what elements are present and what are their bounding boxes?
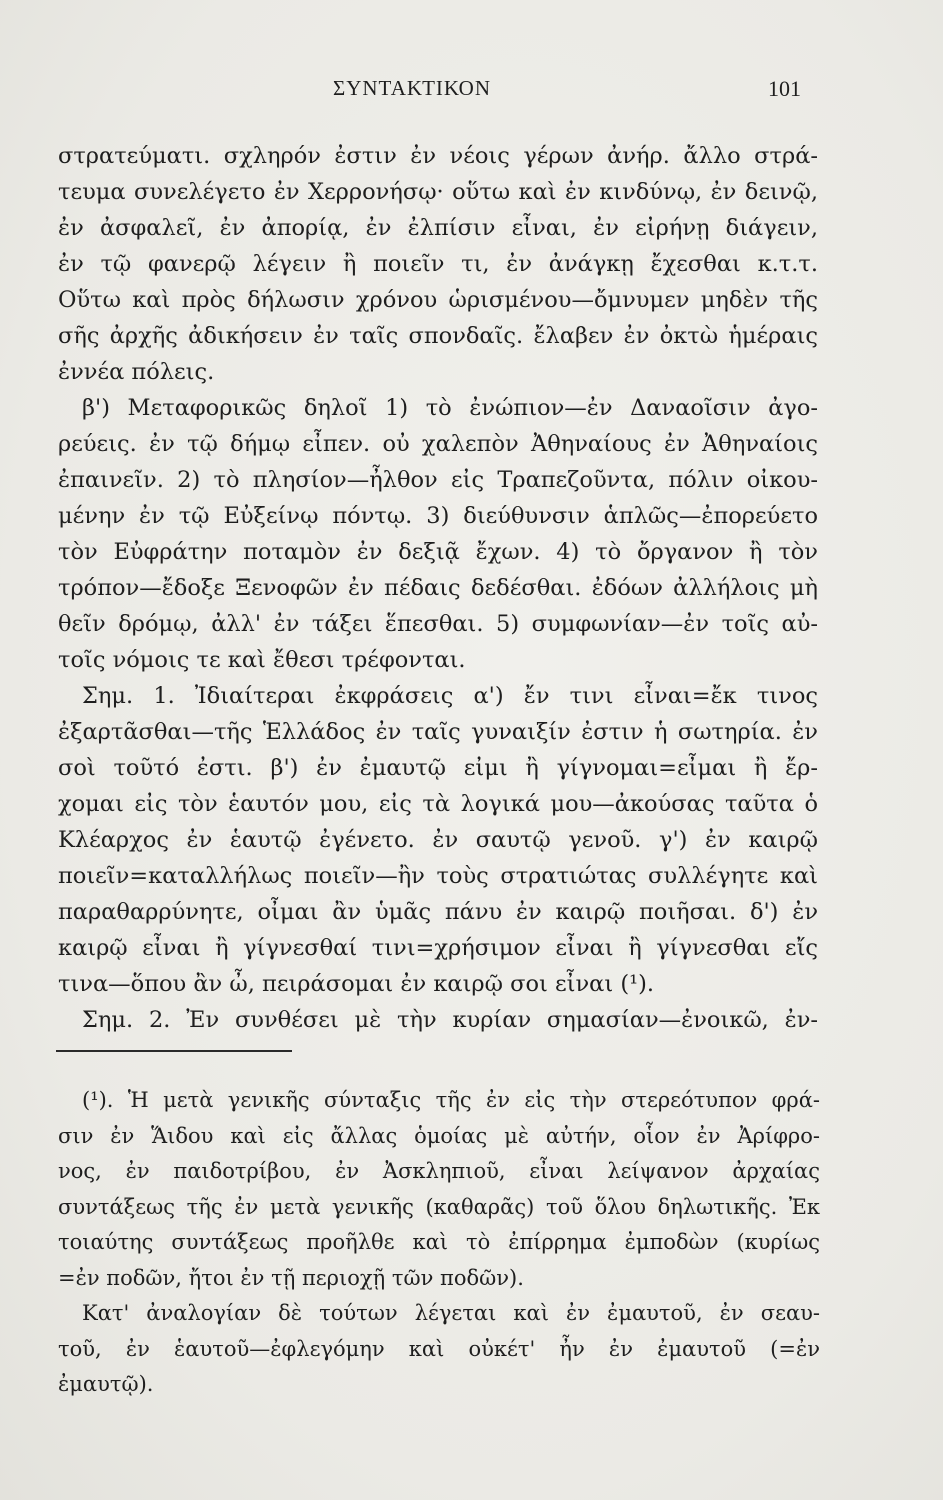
text-line: ἐννέα πόλεις.	[58, 359, 215, 385]
text-line: ἐν ἀσφαλεῖ, ἐν ἀπορίᾳ, ἐν ἐλπίσιν εἶναι, ἐν εἰρήνῃ διάγειν,	[58, 215, 818, 241]
text-line: καιρῷ εἶναι ἢ γίγνεσθαί τινι=χρήσιμον εἶναι ἢ γίγνεσθαι εἴς	[58, 935, 818, 961]
text-line: τινα—ὅπου ἂν ὦ, πειράσομαι ἐν καιρῷ σοι εἶναι (¹).	[58, 971, 655, 997]
text-line: ἐξαρτᾶσθαι—τῆς Ἑλλάδος ἐν ταῖς γυναιξίν ἐστιν ἡ σωτηρία. ἐν	[58, 719, 818, 745]
text-line: Σημ. 2. Ἐν συνθέσει μὲ τὴν κυρίαν σημασίαν—ἐνοικῶ, ἐν-	[82, 1007, 818, 1033]
text-line: παραθαρρύνητε, οἶμαι ἂν ὑμᾶς πάνυ ἐν καιρῷ ποιῆσαι. δ') ἐν	[58, 899, 818, 925]
text-line: ποιεῖν=καταλλήλως ποιεῖν—ἢν τοὺς στρατιώτας συλλέγητε καὶ	[58, 863, 818, 889]
footnote-line: ἐμαυτῷ).	[58, 1372, 154, 1396]
text-line: ρεύεις. ἐν τῷ δήμῳ εἶπεν. οὐ χαλεπὸν Ἀθηναίους ἐν Ἀθηναίοις	[58, 431, 818, 457]
text-line: θεῖν δρόμῳ, ἀλλ' ἐν τάξει ἕπεσθαι. 5) συμφωνίαν—ἐν τοῖς αὐ-	[58, 611, 818, 637]
text-line: τοῖς νόμοις τε καὶ ἔθεσι τρέφονται.	[58, 647, 466, 673]
text-line: ἐν τῷ φανερῷ λέγειν ἢ ποιεῖν τι, ἐν ἀνάγκῃ ἔχεσθαι κ.τ.τ.	[58, 251, 818, 277]
text-line: μένην ἐν τῷ Εὐξείνῳ πόντῳ. 3) διεύθυνσιν ἁπλῶς—ἐπορεύετο	[58, 503, 818, 529]
footnote-line: νος, ἐν παιδοτρίβου, ἐν Ἀσκληπιοῦ, εἶναι λείψανον ἀρχαίας	[58, 1159, 820, 1183]
footnote-line: σιν ἐν Ἅιδου καὶ εἰς ἄλλας ὁμοίας μὲ αὐτήν, οἷον ἐν Ἀρίφρο-	[58, 1123, 820, 1148]
footnote-line: =ἐν ποδῶν, ἤτοι ἐν τῇ περιοχῇ τῶν ποδῶν).	[58, 1265, 524, 1290]
text-line: σοὶ τοῦτό ἐστι. β') ἐν ἐμαυτῷ εἰμι ἢ γίγνομαι=εἶμαι ἢ ἔρ-	[58, 755, 818, 781]
running-title: ΣΥΝΤΑΚΤΙΚΟΝ	[333, 76, 491, 100]
text-line: Οὕτω καὶ πρὸς δήλωσιν χρόνου ὡρισμένου—ὄμνυμεν μηδὲν τῆς	[58, 287, 818, 313]
footnote-divider	[56, 1050, 292, 1052]
text-line: Κλέαρχος ἐν ἑαυτῷ ἐγένετο. ἐν σαυτῷ γενοῦ. γ') ἐν καιρῷ	[58, 827, 818, 853]
footnote-line: (¹). Ἡ μετὰ γενικῆς σύνταξις τῆς ἐν εἰς τὴν στερεότυπον φρά-	[82, 1088, 820, 1112]
text-line: τρόπον—ἔδοξε Ξενοφῶν ἐν πέδαις δεδέσθαι. ἐδόων ἀλλήλοις μὴ	[58, 575, 818, 601]
page-number: 101	[768, 76, 801, 101]
footnote-line: συντάξεως τῆς ἐν μετὰ γενικῆς (καθαρᾶς) τοῦ ὅλου δηλωτικῆς. Ἐκ	[58, 1194, 820, 1219]
text-line: στρατεύματι. σχληρόν ἐστιν ἐν νέοις γέρων ἀνήρ. ἄλλο στρά-	[58, 143, 818, 169]
text-line: β') Μεταφορικῶς δηλοῖ 1) τὸ ἐνώπιον—ἐν Δαναοῖσιν ἀγο-	[82, 395, 818, 421]
text-line: τὸν Εὐφράτην ποταμὸν ἐν δεξιᾷ ἔχων. 4) τὸ ὄργανον ἢ τὸν	[58, 539, 818, 565]
text-line: τευμα συνελέγετο ἐν Χερρονήσῳ· οὕτω καὶ ἐν κινδύνῳ, ἐν δεινῷ,	[58, 179, 818, 205]
text-line: Σημ. 1. Ἰδιαίτεραι ἐκφράσεις α') ἔν τινι εἶναι=ἔκ τινος	[82, 683, 818, 709]
text-line: χομαι εἰς τὸν ἑαυτόν μου, εἰς τὰ λογικά μου—ἀκούσας ταῦτα ὁ	[58, 791, 818, 817]
footnote-line: Κατ' ἀναλογίαν δὲ τούτων λέγεται καὶ ἐν ἐμαυτοῦ, ἐν σεαυ-	[82, 1301, 820, 1325]
main-text	[58, 138, 818, 1038]
running-head	[0, 76, 943, 106]
text-line: ἐπαινεῖν. 2) τὸ πλησίον—ἦλθον εἰς Τραπεζοῦντα, πόλιν οἰκου-	[58, 467, 818, 493]
footnote	[58, 1083, 820, 1403]
text-line: σῆς ἀρχῆς ἀδικήσειν ἐν ταῖς σπονδαῖς. ἔλαβεν ἐν ὀκτὼ ἡμέραις	[58, 323, 818, 349]
footnote-line: τοῦ, ἐν ἑαυτοῦ—ἐφλεγόμην καὶ οὐκέτ' ἦν ἐν ἐμαυτοῦ (=ἐν	[58, 1336, 820, 1361]
footnote-line: τοιαύτης συντάξεως προῆλθε καὶ τὸ ἐπίρρημα ἐμποδὼν (κυρίως	[58, 1230, 820, 1254]
